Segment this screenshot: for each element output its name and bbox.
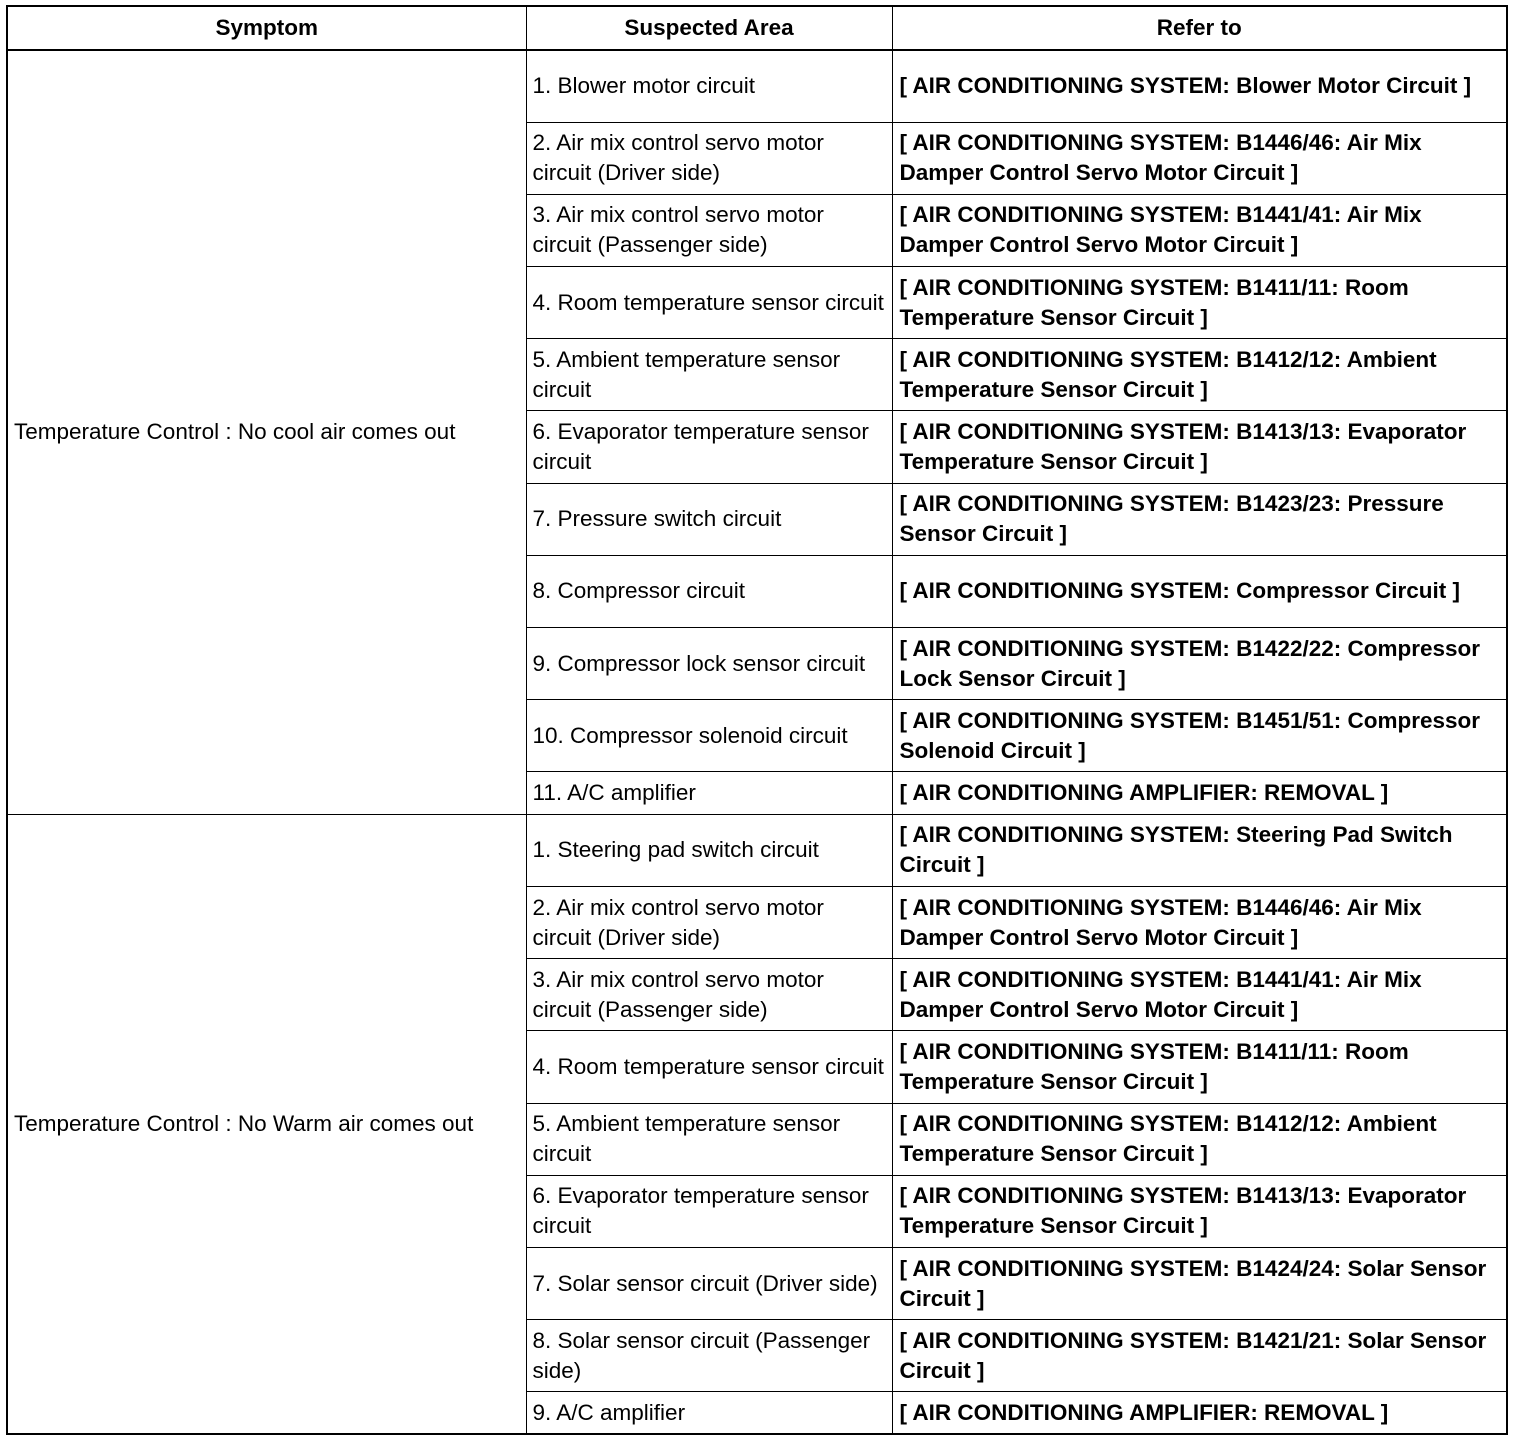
suspected-area-cell: 1. Blower motor circuit: [526, 50, 892, 122]
refer-to-cell: [ AIR CONDITIONING SYSTEM: B1421/21: Solar Sensor Circuit ]: [892, 1320, 1507, 1392]
refer-to-cell: [ AIR CONDITIONING SYSTEM: B1422/22: Compressor Lock Sensor Circuit ]: [892, 628, 1507, 700]
suspected-area-cell: 6. Evaporator temperature sensor circuit: [526, 411, 892, 483]
refer-to-cell: [ AIR CONDITIONING SYSTEM: Blower Motor Circuit ]: [892, 50, 1507, 122]
refer-to-cell: [ AIR CONDITIONING SYSTEM: Steering Pad Switch Circuit ]: [892, 814, 1507, 886]
suspected-area-cell: 2. Air mix control servo motor circuit (Driver side): [526, 122, 892, 194]
suspected-area-cell: 9. Compressor lock sensor circuit: [526, 628, 892, 700]
symptom-cell: Temperature Control : No Warm air comes out: [7, 814, 526, 1434]
suspected-area-cell: 1. Steering pad switch circuit: [526, 814, 892, 886]
header-suspected-area: Suspected Area: [526, 6, 892, 50]
refer-to-cell: [ AIR CONDITIONING SYSTEM: B1446/46: Air Mix Damper Control Servo Motor Circuit ]: [892, 122, 1507, 194]
refer-to-cell: [ AIR CONDITIONING SYSTEM: B1412/12: Ambient Temperature Sensor Circuit ]: [892, 1103, 1507, 1175]
table-row: [7, 814, 1507, 886]
suspected-area-cell: 5. Ambient temperature sensor circuit: [526, 339, 892, 411]
refer-to-cell: [ AIR CONDITIONING SYSTEM: B1412/12: Ambient Temperature Sensor Circuit ]: [892, 339, 1507, 411]
suspected-area-cell: 5. Ambient temperature sensor circuit: [526, 1103, 892, 1175]
suspected-area-cell: 11. A/C amplifier: [526, 772, 892, 815]
refer-to-cell: [ AIR CONDITIONING SYSTEM: B1411/11: Room Temperature Sensor Circuit ]: [892, 267, 1507, 339]
table-row: [7, 50, 1507, 122]
troubleshooting-table: [6, 5, 1508, 1435]
suspected-area-cell: 7. Pressure switch circuit: [526, 483, 892, 555]
refer-to-cell: [ AIR CONDITIONING SYSTEM: B1451/51: Compressor Solenoid Circuit ]: [892, 700, 1507, 772]
header-refer-to: Refer to: [892, 6, 1507, 50]
refer-to-cell: [ AIR CONDITIONING SYSTEM: B1411/11: Room Temperature Sensor Circuit ]: [892, 1031, 1507, 1103]
suspected-area-cell: 10. Compressor solenoid circuit: [526, 700, 892, 772]
suspected-area-cell: 2. Air mix control servo motor circuit (Driver side): [526, 887, 892, 959]
refer-to-cell: [ AIR CONDITIONING AMPLIFIER: REMOVAL ]: [892, 772, 1507, 815]
suspected-area-cell: 3. Air mix control servo motor circuit (Passenger side): [526, 194, 892, 266]
refer-to-cell: [ AIR CONDITIONING SYSTEM: B1413/13: Evaporator Temperature Sensor Circuit ]: [892, 1175, 1507, 1247]
suspected-area-cell: 3. Air mix control servo motor circuit (Passenger side): [526, 959, 892, 1031]
refer-to-cell: [ AIR CONDITIONING SYSTEM: Compressor Circuit ]: [892, 555, 1507, 627]
suspected-area-cell: 7. Solar sensor circuit (Driver side): [526, 1248, 892, 1320]
suspected-area-cell: 4. Room temperature sensor circuit: [526, 267, 892, 339]
symptom-cell: Temperature Control : No cool air comes out: [7, 50, 526, 814]
suspected-area-cell: 8. Compressor circuit: [526, 555, 892, 627]
suspected-area-cell: 4. Room temperature sensor circuit: [526, 1031, 892, 1103]
suspected-area-cell: 9. A/C amplifier: [526, 1392, 892, 1435]
header-symptom: Symptom: [7, 6, 526, 50]
refer-to-cell: [ AIR CONDITIONING SYSTEM: B1424/24: Solar Sensor Circuit ]: [892, 1248, 1507, 1320]
refer-to-cell: [ AIR CONDITIONING SYSTEM: B1446/46: Air Mix Damper Control Servo Motor Circuit ]: [892, 887, 1507, 959]
header-row: [7, 6, 1507, 50]
refer-to-cell: [ AIR CONDITIONING SYSTEM: B1423/23: Pressure Sensor Circuit ]: [892, 483, 1507, 555]
refer-to-cell: [ AIR CONDITIONING SYSTEM: B1441/41: Air Mix Damper Control Servo Motor Circuit ]: [892, 959, 1507, 1031]
refer-to-cell: [ AIR CONDITIONING AMPLIFIER: REMOVAL ]: [892, 1392, 1507, 1435]
refer-to-cell: [ AIR CONDITIONING SYSTEM: B1441/41: Air Mix Damper Control Servo Motor Circuit ]: [892, 194, 1507, 266]
table-header: [7, 6, 1507, 50]
suspected-area-cell: 6. Evaporator temperature sensor circuit: [526, 1175, 892, 1247]
table-body: [7, 50, 1507, 1434]
suspected-area-cell: 8. Solar sensor circuit (Passenger side): [526, 1320, 892, 1392]
refer-to-cell: [ AIR CONDITIONING SYSTEM: B1413/13: Evaporator Temperature Sensor Circuit ]: [892, 411, 1507, 483]
